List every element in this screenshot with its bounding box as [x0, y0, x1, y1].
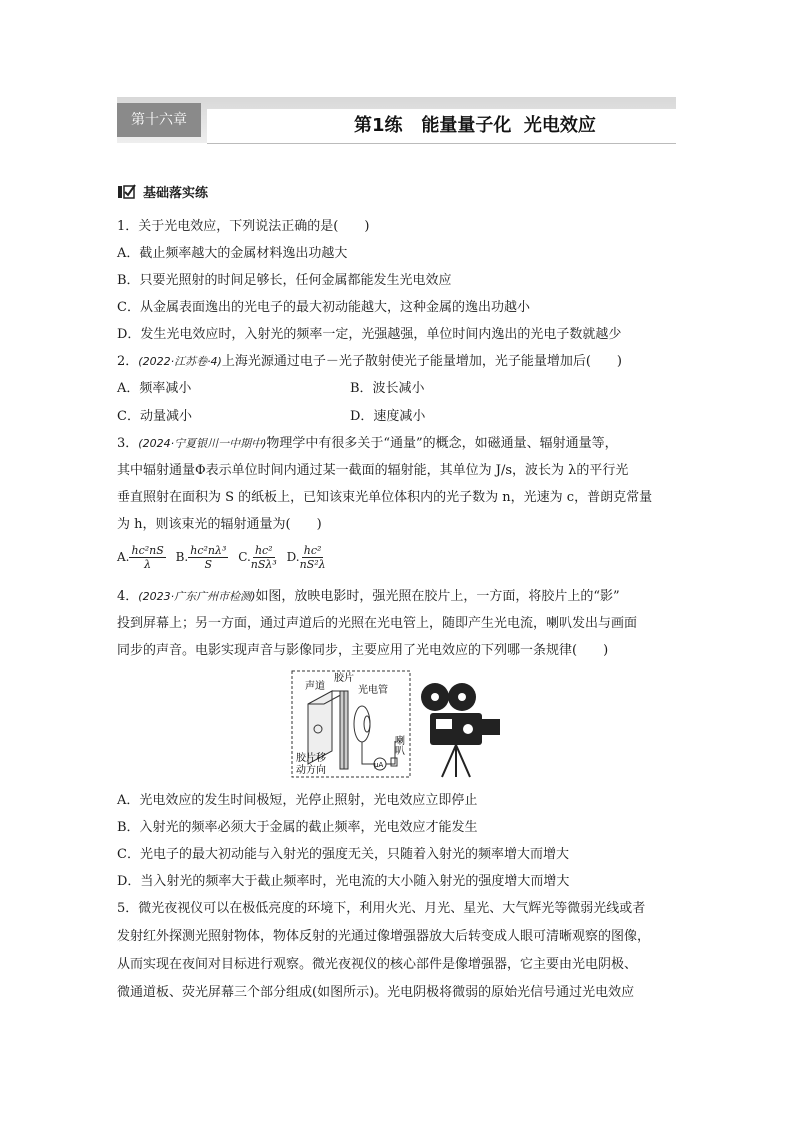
- q3-option-b: [175, 544, 233, 571]
- q3-line-3: 垂直照射在面积为 S 的纸板上，已知该束光单位体积内的光子数为 n，光速为 c，普朗克常量: [117, 490, 653, 505]
- fig-label-phototube: 光电管: [358, 685, 388, 696]
- q5-line-2: 发射红外探测光照射物体，物体反射的光通过像增强器放大后转变成人眼可清晰观察的图像，: [117, 929, 651, 944]
- fig-label-film-move-2: 动方向: [296, 765, 326, 776]
- q2-option-a: A．频率减小: [117, 381, 192, 396]
- q4-option-b: B．入射光的频率必须大于金属的截止频率，光电效应才能发生: [117, 820, 478, 835]
- q2-option-b: B．波长减小: [350, 381, 425, 396]
- q4-option-c: C．光电子的最大初动能与入射光的强度无关，只随着入射光的频率增大而增大: [117, 847, 569, 862]
- q4-option-a: A．光电效应的发生时间极短，光停止照射，光电效应立即停止: [117, 793, 478, 808]
- projector-icon: [421, 683, 500, 777]
- page-title: 第1练 能量量子化 光电效应: [354, 115, 596, 136]
- q3-line-4: 为 h，则该束光的辐射通量为( ): [117, 517, 322, 532]
- q5-line-4: 微通道板、荧光屏幕三个部分组成(如图所示)。光电阴极将微弱的原始光信号通过光电效应: [117, 985, 635, 1000]
- q3-option-b-num: hc²nλ³: [190, 544, 227, 557]
- q3-option-d: [286, 544, 326, 571]
- chapter-label: 第十六章: [117, 103, 201, 137]
- q3-option-c-num: hc²: [254, 544, 273, 557]
- q3-option-a: [117, 544, 170, 571]
- q3-option-a-den: λ: [144, 558, 152, 571]
- q2-option-c: C．动量减小: [117, 409, 192, 424]
- q4-line-3: 同步的声音。电影实现声音与影像同步，主要应用了光电效应的下列哪一条规律( ): [117, 643, 609, 658]
- projector-diagram: [290, 669, 505, 780]
- q2-stem: 上海光源通过电子－光子散射使光子能量增加，光子能量增加后( ): [221, 354, 623, 369]
- q2-stem-line: [117, 353, 622, 371]
- q3-options: [117, 544, 326, 584]
- q3-number: 3．: [117, 436, 139, 451]
- q4-line-1: [117, 588, 620, 606]
- q4-line-2: 投到屏幕上；另一方面，通过声道后的光照在光电管上，随即产生光电流，喇叭发出与画面: [117, 616, 638, 631]
- fig-label-film-move-1: 胶片移: [296, 753, 326, 764]
- checkbox-icon: [117, 183, 137, 199]
- q3-option-d-label: D.: [286, 550, 300, 564]
- q3-option-c-den: nSλ³: [250, 558, 277, 571]
- q3-text-1: 物理学中有很多关于“通量”的概念，如磁通量、辐射通量等，: [266, 436, 618, 451]
- fig-label-sound-track: 声道: [305, 681, 325, 692]
- q3-option-c-frac: [251, 544, 277, 571]
- q3-option-b-frac: [188, 544, 228, 571]
- q4-source: (2023·广东广州市检测): [138, 590, 256, 603]
- q3-option-d-frac: [300, 544, 326, 571]
- q4-text-1: 如图，放映电影时，强光照在胶片上，一方面，将胶片上的“影”: [255, 589, 620, 604]
- q3-source: (2024·宁夏银川一中期中): [138, 437, 267, 450]
- q3-option-b-label: B.: [175, 550, 189, 564]
- q3-option-d-den: nS²λ: [299, 558, 326, 571]
- q3-option-a-frac: [129, 544, 165, 571]
- q3-option-c-label: C.: [238, 550, 251, 564]
- q5-line-3: 从而实现在夜间对目标进行观察。微光夜视仪的核心部件是像增强器，它主要由光电阴极、: [117, 957, 638, 972]
- q3-option-d-num: hc²: [303, 544, 322, 557]
- q3-line-1: [117, 435, 618, 453]
- q3-option-b-den: S: [204, 558, 213, 571]
- q1-stem: 1．关于光电效应，下列说法正确的是( ): [117, 219, 370, 234]
- q2-number: 2．: [117, 354, 139, 369]
- q1-option-b: B．只要光照射的时间足够长，任何金属都能发生光电效应: [117, 273, 452, 288]
- q2-option-d: D．速度减小: [350, 409, 426, 424]
- chapter-header: [117, 97, 676, 143]
- q1-option-a: A．截止频率越大的金属材料逸出功越大: [117, 246, 348, 261]
- q3-option-a-num: hc²nS: [131, 544, 164, 557]
- header-bar: [207, 109, 676, 144]
- q2-source: (2022·江苏卷·4): [138, 355, 222, 368]
- fig-label-speaker: 喇叭: [392, 735, 404, 755]
- q4-option-d: D．当入射光的频率大于截止频率时，光电流的大小随入射光的强度增大而增大: [117, 874, 570, 889]
- fig-label-microammeter: μA: [374, 761, 384, 769]
- q3-line-2: 其中辐射通量Φ表示单位时间内通过某一截面的辐射能，其单位为 J/s，波长为 λ的平行光: [117, 463, 629, 478]
- section-label: 基础落实练: [143, 185, 209, 201]
- q4-number: 4．: [117, 589, 139, 604]
- fig-label-film: 胶片: [334, 673, 354, 684]
- q5-line-1: 5．微光夜视仪可以在极低亮度的环境下，利用火光、月光、星光、大气辉光等微弱光线或者: [117, 901, 646, 916]
- q1-option-d: D．发生光电效应时，入射光的频率一定，光强越强，单位时间内逸出的光电子数就越少: [117, 327, 622, 342]
- q3-option-c: [238, 544, 280, 571]
- q1-option-c: C．从金属表面逸出的光电子的最大初动能越大，这种金属的逸出功越小: [117, 300, 530, 315]
- section-heading: [117, 181, 208, 201]
- q3-option-a-label: A.: [117, 550, 130, 564]
